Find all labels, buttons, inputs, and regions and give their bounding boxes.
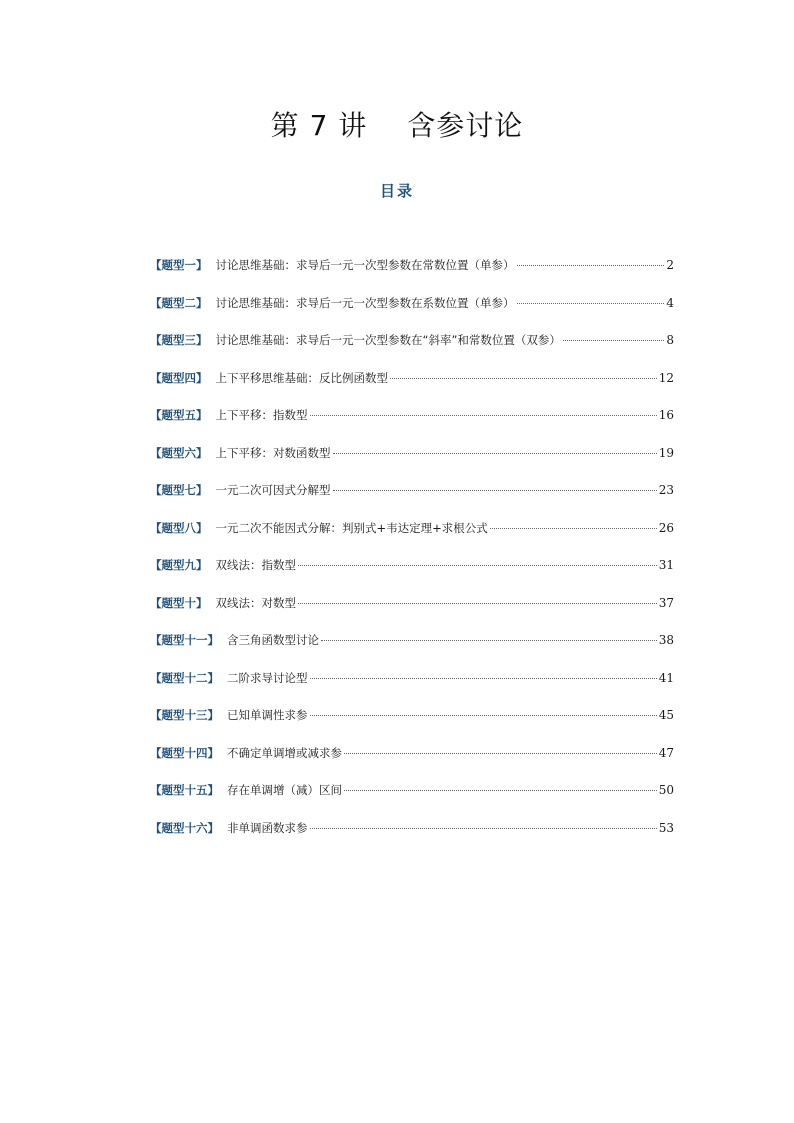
toc-entry-title: 一元二次不能因式分解：判别式+韦达定理+求根公式 [215, 520, 488, 535]
dot-leader [333, 490, 657, 491]
toc-entry-page: 41 [658, 670, 674, 685]
toc-entry-title: 双线法：对数型 [215, 595, 296, 610]
dot-leader [310, 715, 657, 716]
toc-entry[interactable] [150, 329, 674, 367]
dot-leader [310, 678, 657, 679]
toc-entry-title: 上下平移：对数函数型 [215, 445, 331, 460]
toc-entry[interactable] [150, 554, 674, 592]
toc-entry-page: 8 [666, 333, 674, 347]
toc-entry-page: 50 [658, 783, 674, 797]
toc-entry-page: 37 [658, 595, 674, 610]
toc-entry-title: 讨论思维基础：求导后一元一次型参数在常数位置（单参） [215, 258, 515, 272]
toc-entry[interactable] [150, 517, 674, 555]
toc-entry[interactable] [150, 704, 674, 742]
lecture-number: 第 7 讲 [270, 109, 368, 142]
toc-entry-tag: 【题型十五】 [150, 783, 219, 797]
toc-entry-page: 38 [658, 633, 674, 647]
toc-entry[interactable] [150, 629, 674, 667]
toc-entry[interactable] [150, 479, 674, 517]
toc-entry-title: 双线法：指数型 [215, 558, 296, 572]
toc-entry-page: 4 [666, 295, 674, 310]
toc-entry-tag: 【题型十】 [150, 595, 208, 610]
toc-entry[interactable] [150, 817, 674, 855]
dot-leader [344, 790, 657, 791]
toc-entry[interactable] [150, 404, 674, 442]
toc-entry-tag: 【题型二】 [150, 295, 208, 310]
toc-entry-title: 含三角函数型讨论 [227, 633, 319, 647]
toc-entry-page: 19 [658, 445, 674, 460]
dot-leader [310, 415, 657, 416]
toc-entry-tag: 【题型六】 [150, 445, 208, 460]
dot-leader [321, 640, 657, 641]
dot-leader [517, 265, 665, 266]
dot-leader [490, 528, 657, 529]
dot-leader [517, 303, 665, 304]
toc-entry-title: 不确定单调增或减求参 [227, 745, 342, 760]
toc-entry-title: 上下平移思维基础：反比例函数型 [215, 370, 388, 385]
toc-entry-page: 26 [658, 520, 674, 535]
toc-entry[interactable] [150, 442, 674, 480]
toc-entry-page: 2 [666, 258, 674, 272]
toc-entry-page: 47 [658, 745, 674, 760]
toc-entry-page: 53 [658, 820, 674, 835]
dot-leader [298, 565, 657, 566]
toc-entry[interactable] [150, 592, 674, 630]
toc-entry-page: 23 [658, 483, 674, 497]
toc-entry-tag: 【题型一】 [150, 258, 208, 272]
table-of-contents [150, 254, 674, 854]
toc-entry-page: 45 [658, 708, 674, 722]
toc-entry-page: 31 [658, 558, 674, 572]
toc-entry-tag: 【题型五】 [150, 408, 208, 422]
dot-leader [563, 340, 664, 341]
toc-entry[interactable] [150, 667, 674, 705]
toc-entry-page: 12 [658, 370, 674, 385]
toc-entry-title: 讨论思维基础：求导后一元一次型参数在系数位置（单参） [215, 295, 515, 310]
toc-entry-title: 非单调函数求参 [227, 820, 308, 835]
toc-entry-tag: 【题型三】 [150, 333, 208, 347]
toc-entry[interactable] [150, 779, 674, 817]
toc-entry-page: 16 [658, 408, 674, 422]
toc-entry-title: 讨论思维基础：求导后一元一次型参数在“斜率”和常数位置（双参） [215, 333, 561, 347]
toc-entry-tag: 【题型十一】 [150, 633, 219, 647]
dot-leader [310, 828, 657, 829]
toc-entry-tag: 【题型七】 [150, 483, 208, 497]
toc-entry-title: 存在单调增（减）区间 [227, 783, 342, 797]
toc-entry[interactable] [150, 742, 674, 780]
toc-entry-tag: 【题型十三】 [150, 708, 219, 722]
toc-entry[interactable] [150, 367, 674, 405]
toc-entry-title: 上下平移：指数型 [215, 408, 308, 422]
toc-entry-tag: 【题型四】 [150, 370, 208, 385]
toc-entry-tag: 【题型九】 [150, 558, 208, 572]
lecture-topic: 含参讨论 [407, 109, 524, 142]
toc-entry[interactable] [150, 292, 674, 330]
toc-entry-title: 已知单调性求参 [227, 708, 308, 722]
toc-entry[interactable] [150, 254, 674, 292]
toc-entry-tag: 【题型十二】 [150, 670, 219, 685]
dot-leader [298, 603, 657, 604]
toc-heading: 目录 [379, 182, 414, 200]
toc-entry-title: 二阶求导讨论型 [227, 670, 308, 685]
dot-leader [390, 378, 657, 379]
toc-entry-tag: 【题型十四】 [150, 745, 219, 760]
toc-entry-tag: 【题型八】 [150, 520, 208, 535]
toc-entry-tag: 【题型十六】 [150, 820, 219, 835]
page-title [0, 104, 794, 144]
toc-entry-title: 一元二次可因式分解型 [215, 483, 331, 497]
dot-leader [344, 753, 657, 754]
dot-leader [333, 453, 657, 454]
